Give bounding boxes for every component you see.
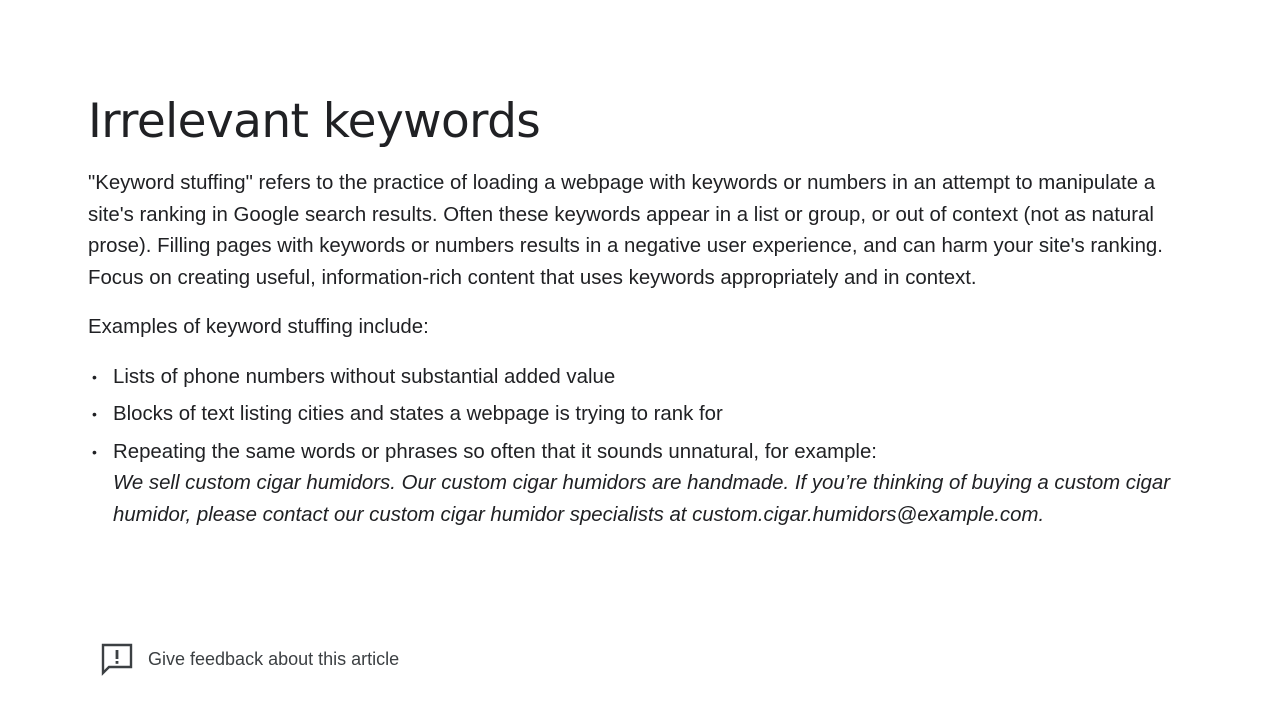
bullet-icon: •: [92, 368, 97, 385]
feedback-label[interactable]: Give feedback about this article: [148, 649, 400, 669]
list-item: [88, 437, 1198, 532]
page-title: Irrelevant keywords: [88, 94, 541, 149]
article: [88, 92, 1198, 537]
intro-paragraph: "Keyword stuffing" refers to the practice of loading a webpage with keywords or numbers in an attempt to manipulate a site's ranking in Google search results. Often these keywords appear in a list or group, or out of context (not as natural prose). Filling pages with keywords or numbers results in a negative user experience, and can harm your site's ranking. Focus on creating useful, information-rich content that uses keywords appropriately and in context.: [88, 172, 1163, 289]
list-item: [88, 399, 1198, 431]
example-text: We sell custom cigar humidors. Our custom cigar humidors are handmade. If you’re thinking of buying a custom cigar humidor, please contact our custom cigar humidor specialists at custom.cigar.humidors@example.com.: [113, 472, 1171, 526]
list-item-text: Blocks of text listing cities and states a webpage is trying to rank for: [113, 403, 723, 425]
list-item: [88, 362, 1198, 394]
feedback-icon[interactable]: [100, 642, 134, 676]
feedback-link[interactable]: [100, 642, 399, 676]
list-item-text: Repeating the same words or phrases so often that it sounds unnatural, for example:: [113, 440, 877, 463]
bullet-icon: •: [92, 443, 97, 460]
examples-list: [88, 362, 1198, 532]
bullet-icon: •: [92, 406, 97, 422]
examples-intro: Examples of keyword stuffing include:: [88, 316, 429, 338]
list-item-text: Lists of phone numbers without substantial added value: [113, 365, 616, 388]
